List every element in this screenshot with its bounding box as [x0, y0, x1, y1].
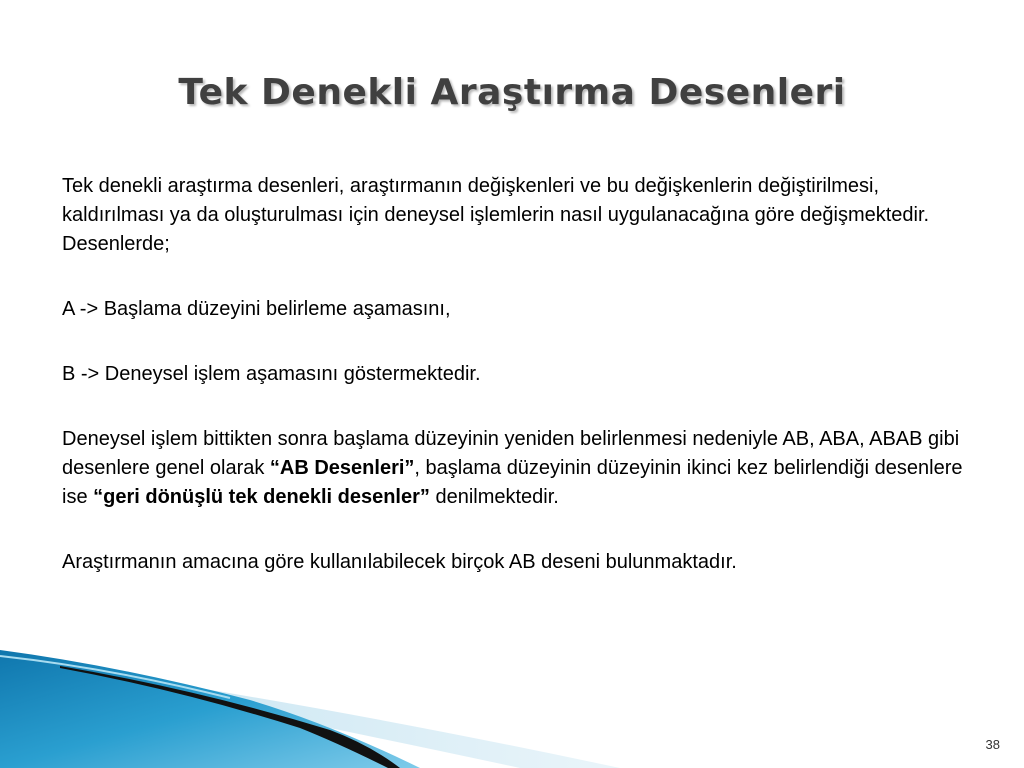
paragraph-phase-a: A -> Başlama düzeyini belirleme aşamasını, [62, 298, 451, 320]
wave-blue-band [0, 650, 420, 768]
paragraph-ab-text-1: Deneysel işlem bittikten sonra başlama düzeyinin yeniden belirlenmesi nedeniyle AB, ABA, ABAB gibi desenlere genel olarak [62, 428, 960, 479]
paragraph-conclusion: Araştırmanın amacına göre kullanılabilecek birçok AB deseni bulunmaktadır. [62, 551, 737, 573]
paragraph-ab-designs [62, 425, 982, 512]
wave-pale-band [40, 664, 620, 768]
paragraph-ab-text-2: , başlama düzeyinin düzeyinin ikinci kez belirlendiği desenlere ise [62, 457, 963, 508]
reversal-designs-term: “geri dönüşlü tek denekli desenler” [93, 486, 430, 508]
paragraph-ab-text-3: denilmektedir. [429, 486, 559, 508]
paragraph-intro: Tek denekli araştırma desenleri, araştırmanın değişkenleri ve bu değişkenlerin değiştirilmesi, kaldırılması ya da oluşturulması için deneysel işlemlerin nasıl uygulanacağına göre değişmektedir. Desenlerde; [62, 175, 930, 255]
page-number: 38 [985, 737, 1000, 752]
wave-highlight [0, 656, 230, 698]
ab-designs-term: “AB Desenleri” [269, 457, 415, 479]
slide-body [62, 172, 982, 613]
wave-black-stripe [60, 666, 400, 768]
slide-title: Tek Denekli Araştırma Desenleri [178, 72, 846, 113]
paragraph-phase-b: B -> Deneysel işlem aşamasını göstermektedir. [62, 363, 481, 385]
